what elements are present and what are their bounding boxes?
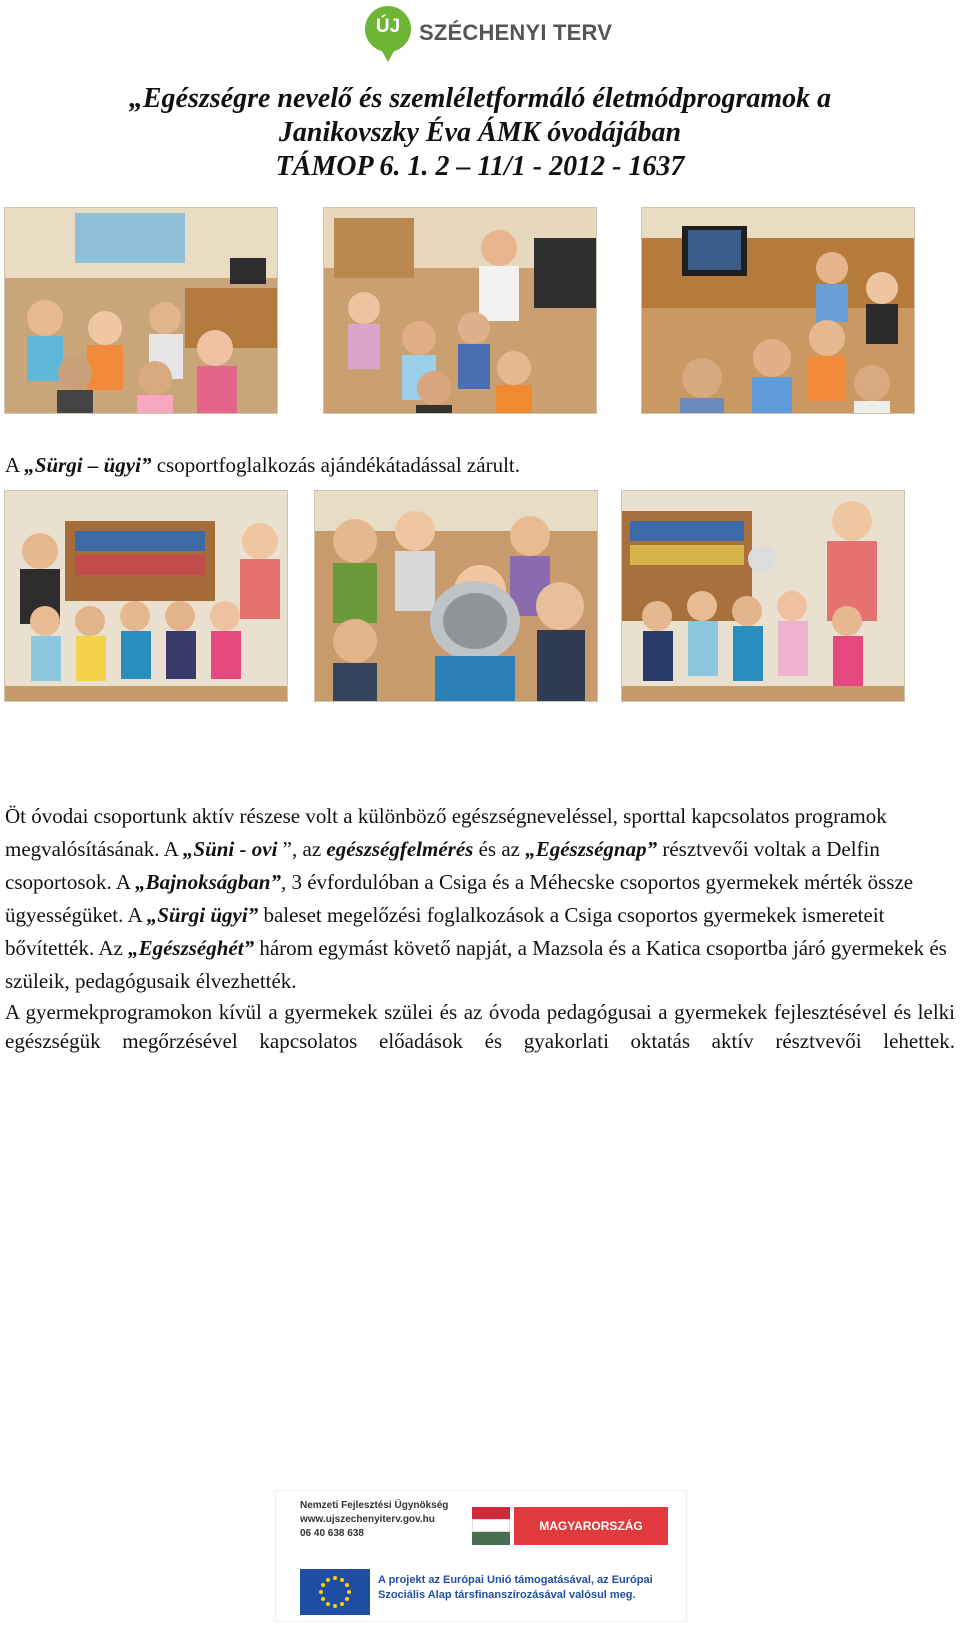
emphasis-term: „Süni - ovi: [182, 837, 278, 861]
photo-3: [641, 207, 915, 414]
paragraph-text: ”, az: [277, 837, 327, 861]
logo-mark: ÚJ: [375, 16, 401, 37]
emphasis-term: „Egészségnap”: [525, 837, 658, 861]
hungarian-flag-icon: [472, 1507, 510, 1519]
banner-text: MAGYARORSZÁG MEGÚJUL: [514, 1507, 668, 1545]
szechenyi-terv-logo: [365, 6, 625, 78]
photo-caption: [5, 453, 520, 478]
paragraph-text: Öt óvodai csoportunk aktív részese volt a különböző egészségneveléssel, sporttal kapcsolatos programok megvalósításának. A: [5, 804, 887, 861]
eu-funding-text: A projekt az Európai Unió támogatásával, az Európai Szociális Alap társfinanszírozásával valósul meg.: [378, 1574, 653, 1601]
paragraph-text: és az: [473, 837, 526, 861]
paragraph-text: baleset megelőzési foglalkozások a Csiga csoportos gyermekek ismereteit bővítették. Az: [5, 903, 885, 960]
caption-prefix: A: [5, 453, 25, 477]
title-line-1: „Egészségre nevelő és szemléletformáló életmódprogramok a: [128, 83, 832, 114]
photo-2: [323, 207, 597, 414]
magyarorszag-megujul-banner: [472, 1507, 668, 1571]
nfu-url: www.ujszechenyiterv.gov.hu: [300, 1514, 435, 1525]
paragraph-2: A gyermekprogramokon kívül a gyermekek szülei és az óvoda pedagógusai a gyermekek fejlesztésével és lelki egészségük megőrzésével kapcsolatos előadások és gyakorlati oktatás aktív résztvevői lehettek.: [5, 1000, 955, 1053]
caption-emphasis: „Sürgi – ügyi”: [24, 453, 152, 477]
nfu-info: [300, 1499, 448, 1541]
emphasis-term: egészségfelmérés: [326, 837, 474, 861]
nfu-name: Nemzeti Fejlesztési Ügynökség: [300, 1500, 449, 1511]
photo-4: [4, 490, 288, 702]
title-line-2: Janikovszky Éva ÁMK óvodájában: [278, 117, 682, 148]
photo-5: [314, 490, 598, 702]
title-line-3: TÁMOP 6. 1. 2 – 11/1 - 2012 - 1637: [275, 151, 685, 182]
paragraph-1: [5, 800, 955, 998]
photo-1: [4, 207, 278, 414]
nfu-phone: 06 40 638 638: [300, 1528, 364, 1539]
logo-text: SZÉCHENYI TERV: [419, 20, 613, 45]
flag-green-stripe: [472, 1532, 510, 1545]
caption-suffix: csoportfoglalkozás ajándékátadással zárult.: [151, 453, 520, 477]
body-text: [5, 800, 955, 1056]
emphasis-term: „Sürgi ügyi”: [146, 903, 259, 927]
page-title: [0, 82, 960, 184]
logo-pin-icon: [365, 6, 411, 52]
footer-logos: [275, 1490, 687, 1622]
paragraph-text: három egymást követő napját, a Mazsola és a Katica csoportba járó gyermekek és szüleik, pedagógusaik élvezhették.: [5, 936, 947, 993]
eu-flag-icon: [300, 1569, 370, 1615]
emphasis-term: „Bajnokságban”: [135, 870, 281, 894]
paragraph-text: résztvevői voltak a Delfin csoportosok. A: [5, 837, 880, 894]
flag-white-stripe: [472, 1519, 510, 1532]
photo-6: [621, 490, 905, 702]
paragraph-text: , 3 évfordulóban a Csiga és a Méhecske csoportos gyermekek mérték össze ügyességüket. A: [5, 870, 914, 927]
emphasis-term: „Egészséghét”: [128, 936, 255, 960]
